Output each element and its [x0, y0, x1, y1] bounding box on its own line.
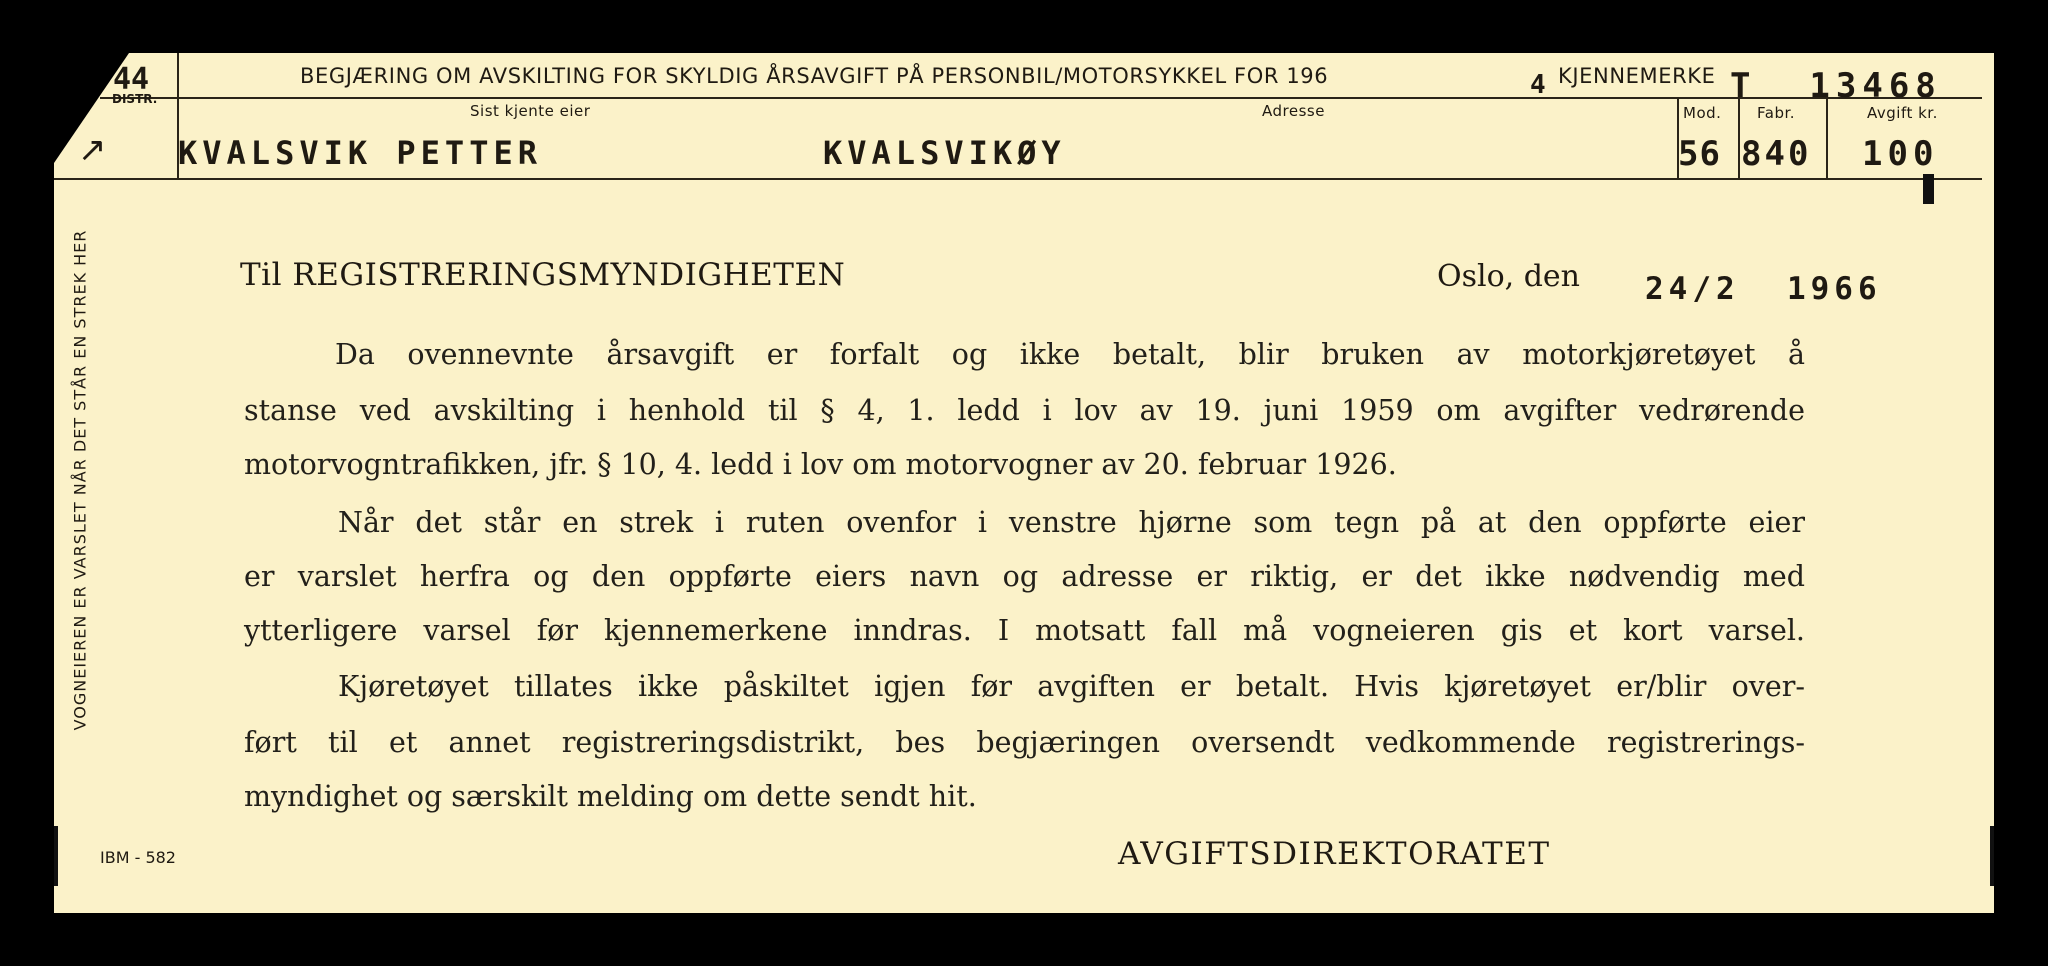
owner-name: KVALSVIK PETTER — [178, 134, 542, 172]
body-line: stanse ved avskilting i henhold til § 4, 1. ledd i lov av 19. juni 1959 om avgifter vedrørende — [244, 394, 1805, 427]
signature: AVGIFTSDIREKTORATET — [1118, 836, 1551, 872]
distr-label: DISTR. — [112, 92, 158, 106]
mod-value: 56 — [1678, 134, 1721, 174]
right-edge-mark — [1990, 826, 1994, 886]
body-line: Når det står en strek i ruten ovenfor i venstre hjørne som tegn på at den oppførte eier — [338, 506, 1805, 539]
body-line: motorvogntrafikken, jfr. § 10, 4. ledd i lov om motorvogner av 20. februar 1926. — [244, 448, 1397, 481]
fabr-value: 840 — [1741, 134, 1812, 174]
avgift-column-label: Avgift kr. — [1867, 104, 1938, 122]
address-column-label: Adresse — [1262, 102, 1325, 120]
kjennemerke-label: KJENNEMERKE — [1558, 64, 1716, 88]
distr-code: 44 — [113, 62, 150, 97]
year-digit: 4 — [1530, 70, 1546, 100]
body-line: myndighet og særskilt melding om dette sendt hit. — [244, 780, 977, 813]
body-line: Da ovennevnte årsavgift er forfalt og ikke betalt, blir bruken av motorkjøretøyet å — [335, 338, 1805, 371]
body-line: Kjøretøyet tillates ikke påskiltet igjen før avgiften er betalt. Hvis kjøretøyet er/blir over- — [338, 670, 1805, 703]
owner-column-label: Sist kjente eier — [470, 102, 591, 120]
arrow-mark: ↗ — [78, 130, 107, 170]
fabr-divider — [1738, 97, 1740, 180]
record-rule — [54, 178, 1982, 180]
owner-address: KVALSVIKØY — [823, 134, 1066, 172]
place-date-label: Oslo, den — [1437, 259, 1580, 294]
body-line: ført til et annet registreringsdistrikt, bes begjæringen oversendt vedkommende registrerings- — [244, 726, 1805, 759]
body-line: er varslet herfra og den oppførte eiers navn og adresse er riktig, er det ikke nødvendig med — [244, 560, 1805, 593]
avgift-value: 100 — [1862, 134, 1939, 174]
left-edge-mark — [54, 826, 58, 886]
header-rule — [140, 97, 1982, 99]
mod-column-label: Mod. — [1683, 104, 1722, 122]
kjennemerke-value: T 13468 — [1730, 66, 1942, 106]
form-number: IBM - 582 — [100, 848, 176, 867]
recipient-line: Til REGISTRERINGSMYNDIGHETEN — [240, 257, 846, 293]
side-notice: VOGNEIEREN ER VARSLET NÅR DET STÅR EN STREK HER — [70, 229, 90, 731]
form-title: BEGJÆRING OM AVSKILTING FOR SKYLDIG ÅRSAVGIFT PÅ PERSONBIL/MOTORSYKKEL FOR 196 — [300, 64, 1329, 88]
avgift-divider — [1826, 97, 1828, 180]
body-line: ytterligere varsel før kjennemerkene inndras. I motsatt fall må vogneieren gis et kort varsel. — [244, 614, 1805, 647]
edge-mark — [1923, 174, 1934, 204]
fabr-column-label: Fabr. — [1757, 104, 1796, 122]
date-value: 24/2 1966 — [1645, 271, 1882, 307]
